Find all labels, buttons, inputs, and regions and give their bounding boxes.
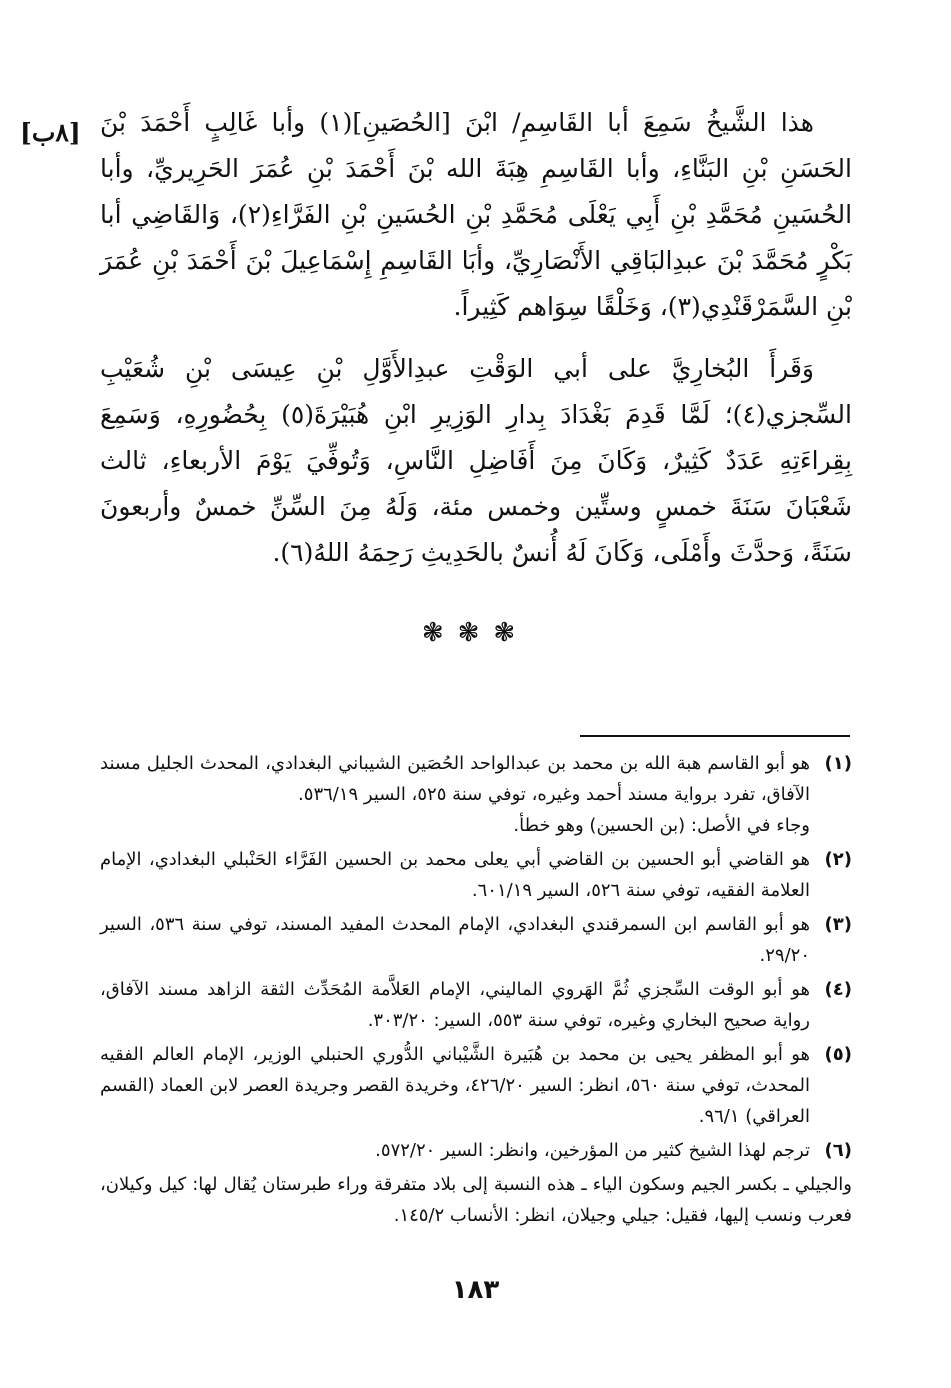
footnote-line: هو أبو المظفر يحيى بن محمد بن هُبَيرة الشَّيْباني الدُّوري الحنبلي الوزير، الإمام العالم الفقيه المحدث، توفي سنة ٥٦٠، انظر: السير ٤٢٦/٢٠، وخريدة القصر وجريدة العصر لابن العماد (القسم العراقي) ٩٦/١. — [100, 1044, 811, 1127]
footnote-number: (٥) — [824, 1044, 852, 1065]
footnote-rule — [580, 735, 850, 737]
paragraph-2: وَقَرأَ البُخارِيَّ على أبي الوَقْتِ عبدِالأَوَّلِ بْنِ عِيسَى بْنِ شُعَيْبِ السِّجزي(٤)؛ لَمَّا قَدِمَ بَغْدَادَ بِدارِ الوَزِيرِ ابْنِ هُبَيْرَةَ(٥) بِحُضُورِهِ، وَسَمِعَ بِقِراءَتِهِ عَدَدٌ كَثِيرٌ، وَكَانَ مِنَ أَفَاضِلِ النَّاسِ، وَتُوفِّيَ يَوْمَ الأربعاءِ، ثالث شَعْبَانَ سَنَةَ خمسٍ وستِّين وخمس مئة، وَلَهُ مِنَ السِّنِّ خمسٌ وأربعونَ سَنَةً، وَحدَّثَ وأَمْلَى، وَكَانَ لَهُ أُنسٌ بالحَدِيثِ رَحِمَهُ اللهُ(٦). — [100, 354, 852, 567]
footnotes — [100, 748, 852, 1231]
footnote-6 — [100, 1135, 852, 1166]
footnote-2 — [100, 844, 852, 906]
footnote-1 — [100, 748, 852, 841]
footnote-line: وجاء في الأصل: (بن الحسين) وهو خطأ. — [513, 815, 810, 836]
footnote-4 — [100, 974, 852, 1036]
footnote-body — [100, 844, 810, 906]
footnote-number: (١) — [824, 753, 852, 774]
footnote-number: (٣) — [824, 914, 852, 935]
footnote-body — [100, 909, 810, 971]
folio-marker: [٨ب] — [20, 118, 81, 147]
footnote-number: (٢) — [824, 849, 852, 870]
footnote-line: هو أبو القاسم هبة الله بن محمد بن عبدالواحد الحُصَين الشيباني البغدادي، المحدث الجليل مسند الآفاق، تفرد برواية مسند أحمد وغيره، توفي سنة ٥٢٥، السير ٥٣٦/١٩. — [100, 753, 810, 805]
footnote-body — [100, 1039, 810, 1132]
footnote-number: (٦) — [824, 1140, 852, 1161]
footnote-body — [100, 974, 810, 1036]
page-number: ١٨٣ — [451, 1275, 500, 1305]
footnote-line: هو أبو القاسم ابن السمرقندي البغدادي، الإمام المحدث المفيد المسند، توفي سنة ٥٣٦، السير ٢٩/٢٠. — [100, 914, 810, 966]
main-text — [100, 100, 852, 592]
section-ornament: ❃❃❃ — [421, 618, 530, 648]
footnote-5 — [100, 1039, 852, 1132]
footnote-number: (٤) — [824, 979, 852, 1000]
paragraph-1: هذا الشَّيخُ سَمِعَ أبا القَاسِمِ/ ابْنَ [الحُصَينِ](١) وأبا غَالِبٍ أَحْمَدَ بْنَ الحَسَنِ بْنِ البَنَّاءِ، وأبا القَاسِمِ هِبَةَ الله بْنَ أَحْمَدَ بْنِ عُمَرَ الحَرِيريِّ، وأبا الحُسَينِ مُحَمَّدِ بْنِ أَبِي يَعْلَى مُحَمَّدِ بْنِ الحُسَينِ بْنِ الفَرَّاءِ(٢)، وَالقَاضِي أبا بَكْرٍ مُحَمَّدَ بْنَ عبدِالبَاقِي الأَنْصَارِيِّ، وأبَا القَاسِمِ إِسْمَاعِيلَ بْنَ أَحْمَدَ بْنِ عُمَرَ بْنِ السَّمَرْقَنْدِي(٣)، وَخَلْقًا سِوَاهم كَثِيراً. — [100, 108, 853, 321]
footnote-continuation: والجيلي ـ بكسر الجيم وسكون الياء ـ هذه النسبة إلى بلاد متفرقة وراء طبرستان يُقال لها: كيل وكيلان، فعرب ونسب إليها، فقيل: جيلي وجيلان، انظر: الأنساب ١٤٥/٢. — [100, 1174, 852, 1226]
footnote-3 — [100, 909, 852, 971]
footnote-body — [100, 748, 810, 841]
footnote-line: هو القاضي أبو الحسين بن القاضي أبي يعلى محمد بن الحسين الفَرَّاء الحَنْبلي البغدادي، الإمام العلامة الفقيه، توفي سنة ٥٢٦، السير ٦٠١/١٩. — [100, 849, 810, 901]
footnote-line: هو أبو الوقت السِّجزي ثُمَّ الهَروي الماليني، الإمام العَلاَّمة المُحَدِّث الثقة الزاهد مسند الآفاق، رواية صحيح البخاري وغيره، توفي سنة ٥٥٣، السير: ٣٠٣/٢٠. — [100, 979, 810, 1031]
footnote-line: ترجم لهذا الشيخ كثير من المؤرخين، وانظر: السير ٥٧٢/٢٠. — [375, 1140, 810, 1161]
footnote-body — [100, 1135, 810, 1166]
